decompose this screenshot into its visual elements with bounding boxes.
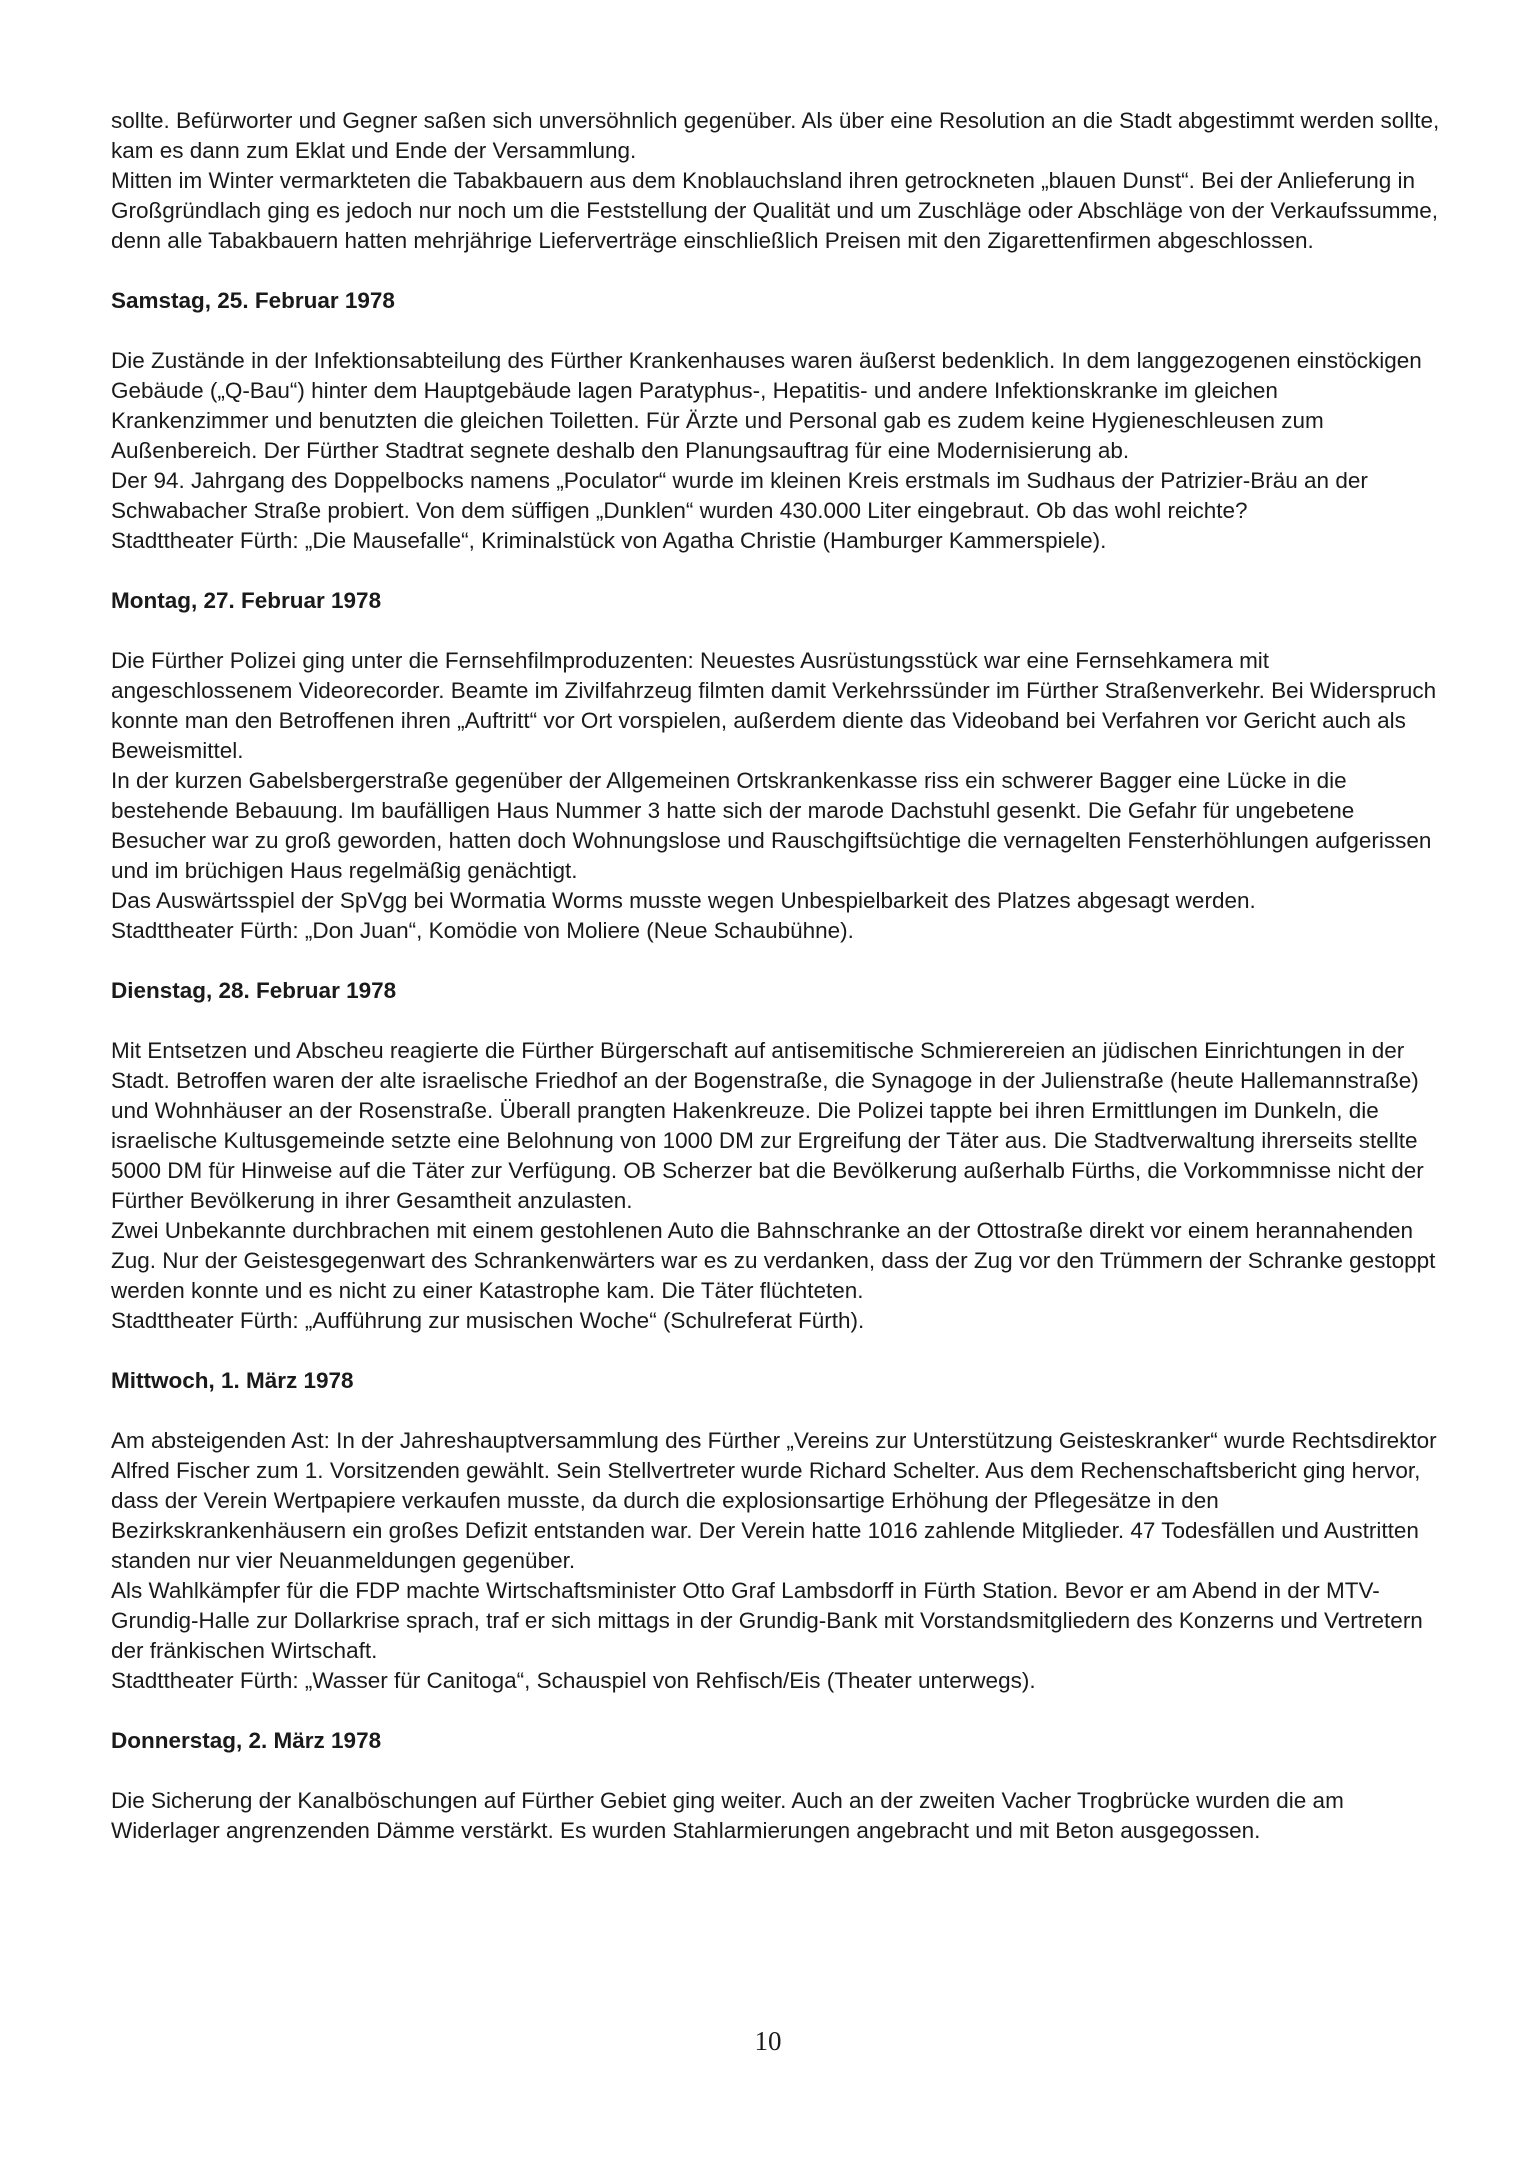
paragraph: Mit Entsetzen und Abscheu reagierte die Fürther Bürgerschaft auf antisemitische Schmierereien an jüdischen Einrichtungen in der Stadt. Betroffen waren der alte israelische Friedhof an der Bogenstraße, die Synagoge in der Julienstraße (heute Hallemannstraße) und Wohnhäuser an der Rosenstraße. Überall prangten Hakenkreuze. Die Polizei tappte bei ihren Ermittlungen im Dunkeln, die israelische Kultusgemeinde setzte eine Belohnung von 1000 DM zur Ergreifung der Täter aus. Die Stadtverwaltung ihrerseits stellte 5000 DM für Hinweise auf die Täter zur Verfügung. OB Scherzer bat die Bevölkerung außerhalb Fürths, die Vorkommnisse nicht der Fürther Bevölkerung in ihrer Gesamtheit anzulasten. [111, 1038, 1424, 1213]
paragraph: Die Fürther Polizei ging unter die Fernsehfilmproduzenten: Neuestes Ausrüstungsstück war eine Fernsehkamera mit angeschlossenem Videorecorder. Beamte im Zivilfahrzeug filmten damit Verkehrssünder im Fürther Straßenverkehr. Bei Widerspruch konnte man den Betroffenen ihren „Auftritt“ vor Ort vorspielen, außerdem diente das Videoband bei Verfahren vor Gericht auch als Beweismittel. [111, 648, 1437, 763]
date-heading: Samstag, 25. Februar 1978 [111, 288, 395, 313]
paragraph: Am absteigenden Ast: In der Jahreshauptversammlung des Fürther „Vereins zur Unterstützung Geisteskranker“ wurde Rechtsdirektor Alfred Fischer zum 1. Vorsitzenden gewählt. Sein Stellvertreter wurde Richard Schelter. Aus dem Rechenschaftsbericht ging hervor, dass der Verein Wertpapiere verkaufen musste, da durch die explosionsartige Erhöhung der Pflegesätze in den Bezirkskrankenhäusern ein großes Defizit entstanden war. Der Verein hatte 1016 zahlende Mitglieder. 47 Todesfällen und Austritten standen nur vier Neuanmeldungen gegenüber. [111, 1428, 1437, 1573]
entry-section [111, 976, 1441, 1336]
date-heading: Dienstag, 28. Februar 1978 [111, 978, 397, 1003]
document-page [111, 106, 1441, 1846]
entry-section [111, 586, 1441, 946]
paragraph: Der 94. Jahrgang des Doppelbocks namens „Poculator“ wurde im kleinen Kreis erstmals im Sudhaus der Patrizier-Bräu an der Schwabacher Straße probiert. Von dem süffigen „Dunklen“ wurden 430.000 Liter eingebraut. Ob das wohl reichte? [111, 468, 1368, 523]
date-heading: Donnerstag, 2. März 1978 [111, 1728, 382, 1753]
date-heading: Mittwoch, 1. März 1978 [111, 1368, 354, 1393]
paragraph: Mitten im Winter vermarkteten die Tabakbauern aus dem Knoblauchsland ihren getrockneten „blauen Dunst“. Bei der Anlieferung in Großgründlach ging es jedoch nur noch um die Feststellung der Qualität und um Zuschläge oder Abschläge von der Verkaufssumme, denn alle Tabakbauern hatten mehrjährige Lieferverträge einschließlich Preisen mit den Zigarettenfirmen abgeschlossen. [111, 168, 1438, 253]
paragraph: sollte. Befürworter und Gegner saßen sich unversöhnlich gegenüber. Als über eine Resolution an die Stadt abgestimmt werden sollte, kam es dann zum Eklat und Ende der Versammlung. [111, 108, 1440, 163]
entry-section [111, 1366, 1441, 1696]
paragraph: Zwei Unbekannte durchbrachen mit einem gestohlenen Auto die Bahnschranke an der Ottostraße direkt vor einem herannahenden Zug. Nur der Geistesgegenwart des Schrankenwärters war es zu verdanken, dass der Zug vor den Trümmern der Schranke gestoppt werden konnte und es nicht zu einer Katastrophe kam. Die Täter flüchteten. [111, 1218, 1436, 1303]
paragraph: Stadttheater Fürth: „Wasser für Canitoga“, Schauspiel von Rehfisch/Eis (Theater unterwegs). [111, 1668, 1036, 1693]
page-number: 10 [754, 2026, 782, 2056]
paragraph: Die Zustände in der Infektionsabteilung des Fürther Krankenhauses waren äußerst bedenklich. In dem langgezogenen einstöckigen Gebäude („Q-Bau“) hinter dem Hauptgebäude lagen Paratyphus-, Hepatitis- und andere Infektionskranke im gleichen Krankenzimmer und benutzten die gleichen Toiletten. Für Ärzte und Personal gab es zudem keine Hygieneschleusen zum Außenbereich. Der Fürther Stadtrat segnete deshalb den Planungsauftrag für eine Modernisierung ab. [111, 348, 1422, 463]
paragraph: Stadttheater Fürth: „Aufführung zur musischen Woche“ (Schulreferat Fürth). [111, 1308, 865, 1333]
date-heading: Montag, 27. Februar 1978 [111, 588, 382, 613]
paragraph: Stadttheater Fürth: „Die Mausefalle“, Kriminalstück von Agatha Christie (Hamburger Kammerspiele). [111, 528, 1107, 553]
intro-section [111, 106, 1441, 256]
paragraph: Das Auswärtsspiel der SpVgg bei Wormatia Worms musste wegen Unbespielbarkeit des Platzes abgesagt werden. [111, 888, 1256, 913]
paragraph: Als Wahlkämpfer für die FDP machte Wirtschaftsminister Otto Graf Lambsdorff in Fürth Station. Bevor er am Abend in der MTV-Grundig-Halle zur Dollarkrise sprach, traf er sich mittags in der Grundig-Bank mit Vorstandsmitgliedern des Konzerns und Vertretern der fränkischen Wirtschaft. [111, 1578, 1423, 1663]
entry-section [111, 1726, 1441, 1846]
entry-section [111, 286, 1441, 556]
paragraph: In der kurzen Gabelsbergerstraße gegenüber der Allgemeinen Ortskrankenkasse riss ein schwerer Bagger eine Lücke in die bestehende Bebauung. Im baufälligen Haus Nummer 3 hatte sich der marode Dachstuhl gesenkt. Die Gefahr für ungebetene Besucher war zu groß geworden, hatten doch Wohnungslose und Rauschgiftsüchtige die vernagelten Fensterhöhlungen aufgerissen und im brüchigen Haus regelmäßig genächtigt. [111, 768, 1432, 883]
paragraph: Stadttheater Fürth: „Don Juan“, Komödie von Moliere (Neue Schaubühne). [111, 918, 854, 943]
paragraph: Die Sicherung der Kanalböschungen auf Fürther Gebiet ging weiter. Auch an der zweiten Vacher Trogbrücke wurden die am Widerlager angrenzenden Dämme verstärkt. Es wurden Stahlarmierungen angebracht und mit Beton ausgegossen. [111, 1788, 1344, 1843]
